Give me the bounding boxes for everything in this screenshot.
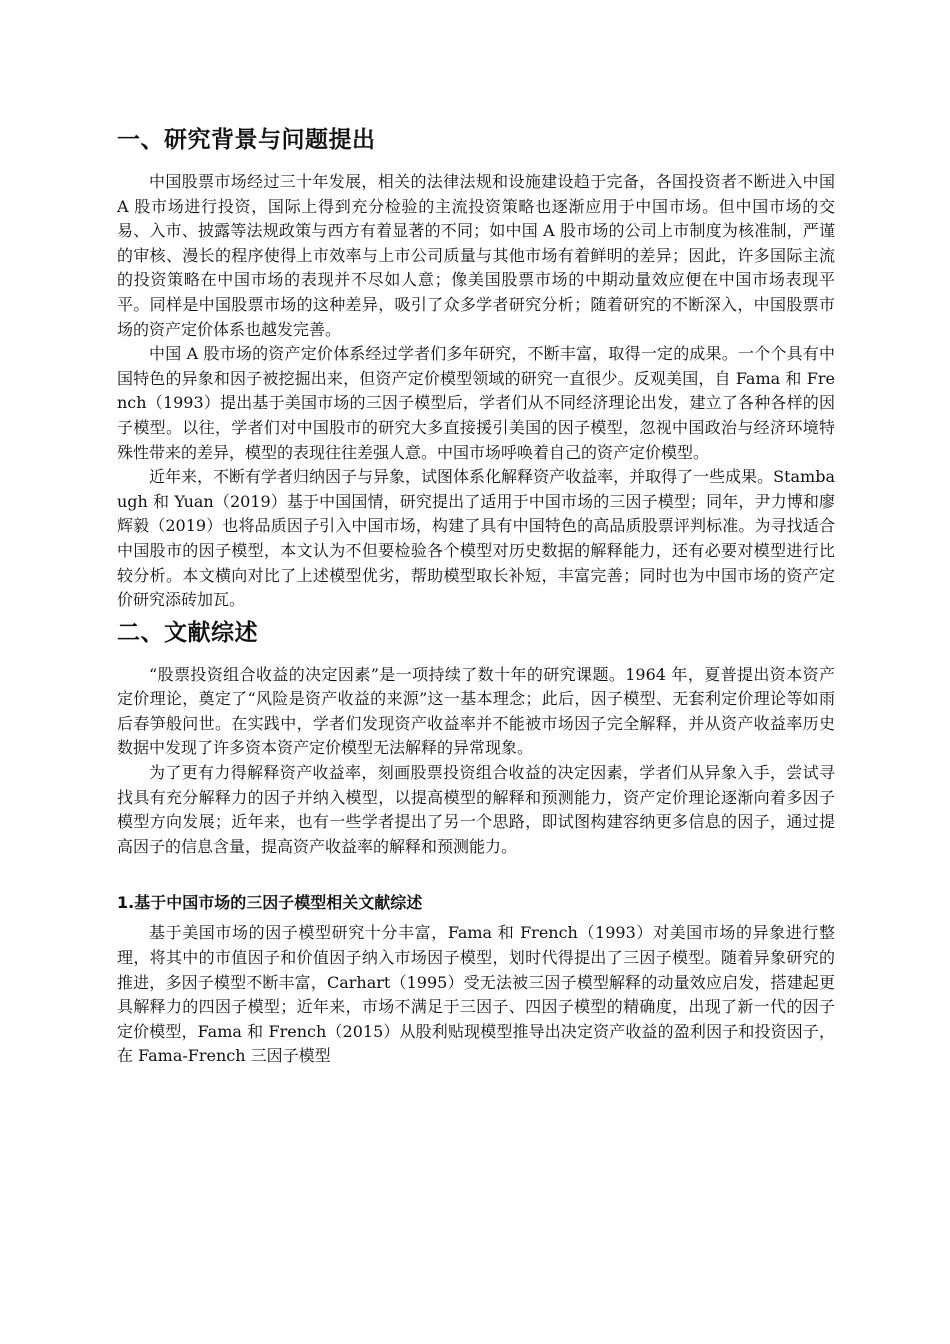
paragraph: 为了更有力得解释资产收益率，刻画股票投资组合收益的决定因素，学者们从异象入手，尝试寻找具有充分解释力的因子并纳入模型，以提高模型的解释和预测能力，资产定价理论逐渐向着多因子模型方向发展；近年来，也有一些学者提出了另一个思路，即试图构建容纳更多信息的因子，通过提高因子的信息含量，提高资产收益率的解释和预测能力。 bbox=[117, 763, 835, 856]
paragraph: 中国 A 股市场的资产定价体系经过学者们多年研究，不断丰富，取得一定的成果。一个个具有中国特色的异象和因子被挖掘出来，但资产定价模型领域的研究一直很少。反观美国，自 Fama 和 French（1993）提出基于美国市场的三因子模型后，学者们从不同经济理论出发，建立了各种各样的因子模型。以往，学者们对中国股市的研究大多直接援引美国的因子模型，忽视中国政治与经济环境特殊性带来的差异，模型的表现往往差强人意。中国市场呼唤着自己的资产定价模型。 bbox=[117, 344, 835, 462]
paragraph: “股票投资组合收益的决定因素”是一项持续了数十年的研究课题。1964 年，夏普提出资本资产定价理论，奠定了“风险是资产收益的来源”这一基本理念；此后，因子模型、无套利定价理论等如雨后春笋般问世。在实践中，学者们发现资产收益率并不能被市场因子完全解释，并从资产收益率历史数据中发现了许多资本资产定价模型无法解释的异常现象。 bbox=[117, 664, 835, 758]
section-body-literature-review bbox=[117, 663, 835, 860]
section-body-research-background bbox=[117, 170, 835, 613]
paragraph: 基于美国市场的因子模型研究十分丰富，Fama 和 French（1993）对美国市场的异象进行整理，将其中的市值因子和价值因子纳入市场因子模型，划时代得提出了三因子模型。随着异象研究的推进，多因子模型不断丰富，Carhart（1995）受无法被三因子模型解释的动量效应启发，搭建起更具解释力的四因子模型；近年来，市场不满足于三因子、四因子模型的精确度，出现了新一代的因子定价模型，Fama 和 French（2015）从股利贴现模型推导出决定资产收益的盈利因子和投资因子，在 Fama-French 三因子模型 bbox=[117, 923, 835, 1066]
subsection-heading-three-factor-review: 1.基于中国市场的三因子模型相关文献综述 bbox=[117, 893, 423, 913]
section-heading-research-background: 一、研究背景与问题提出 bbox=[117, 127, 376, 153]
document-page bbox=[117, 120, 835, 1069]
paragraph: 中国股票市场经过三十年发展，相关的法律法规和设施建设趋于完备，各国投资者不断进入中国 A 股市场进行投资，国际上得到充分检验的主流投资策略也逐渐应用于中国市场。但中国市场的交易、入市、披露等法规政策与西方有着显著的不同；如中国 A 股市场的公司上市制度为核准制，严谨的审核、漫长的程序使得上市效率与上市公司质量与其他市场有着鲜明的差异；因此，许多国际主流的投资策略在中国市场的表现并不尽如人意；像美国股票市场的中期动量效应便在中国市场表现平平。同样是中国股票市场的这种差异，吸引了众多学者研究分析；随着研究的不断深入，中国股票市场的资产定价体系也越发完善。 bbox=[117, 172, 835, 339]
subsection-body-three-factor-review bbox=[117, 921, 835, 1069]
paragraph: 近年来，不断有学者归纳因子与异象，试图体系化解释资产收益率，并取得了一些成果。Stambaugh 和 Yuan（2019）基于中国国情，研究提出了适用于中国市场的三因子模型；同年，尹力博和廖辉毅（2019）也将品质因子引入中国市场，构建了具有中国特色的高品质股票评判标准。为寻找适合中国股市的因子模型，本文认为不但要检验各个模型对历史数据的解释能力，还有必要对模型进行比较分析。本文横向对比了上述模型优劣，帮助模型取长补短，丰富完善；同时也为中国市场的资产定价研究添砖加瓦。 bbox=[117, 467, 835, 610]
section-heading-literature-review: 二、文献综述 bbox=[117, 619, 258, 646]
